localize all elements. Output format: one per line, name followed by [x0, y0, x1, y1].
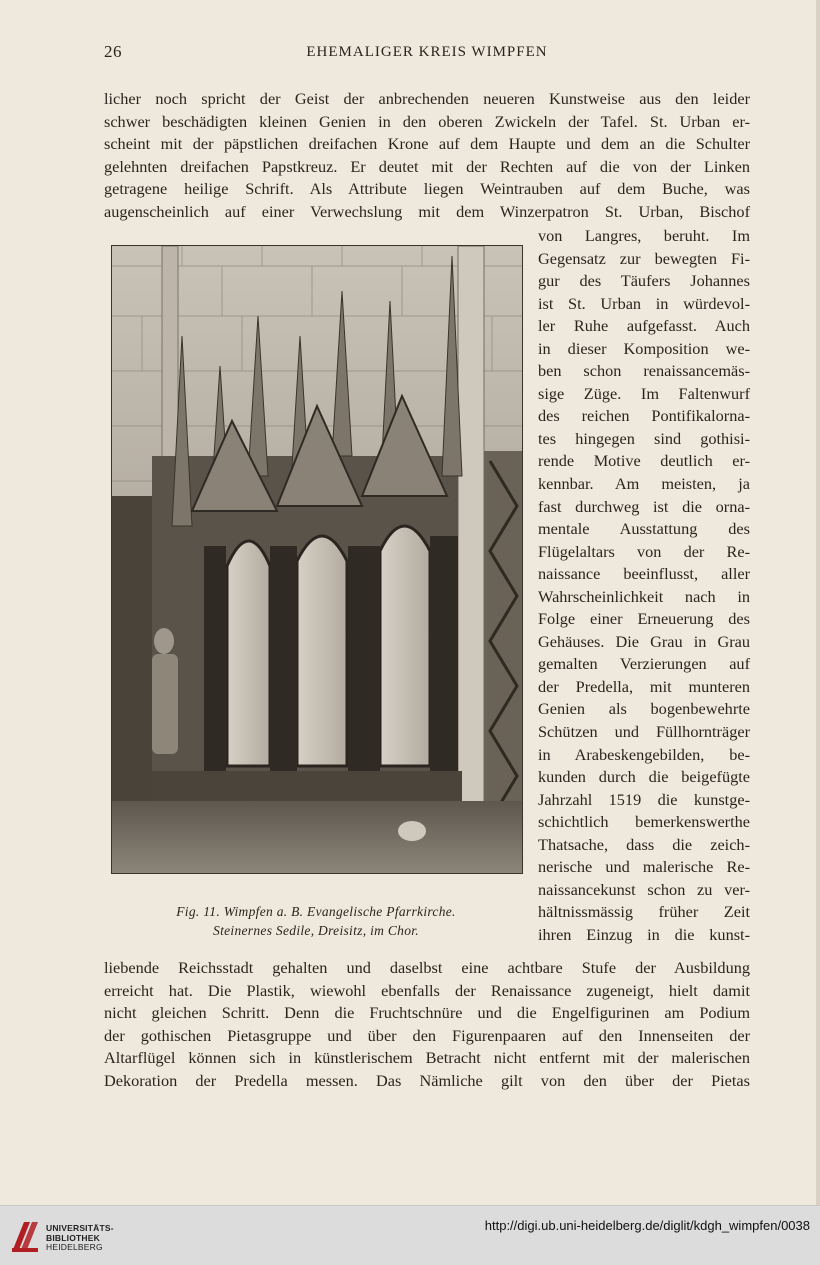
- text-line: gur des Täufers Johannes: [538, 271, 750, 291]
- text-line: der Predella, mit munteren: [538, 676, 750, 696]
- text-line: des reichen Pontifikalorna-: [538, 406, 750, 426]
- text-line: kunden durch die beigefügte: [538, 767, 750, 787]
- text-line: Flügelaltars von der Re-: [538, 541, 750, 561]
- caption-line: Fig. 11. Wimpfen a. B. Evangelische Pfarrkirche.: [176, 904, 456, 919]
- caption-line: Steinernes Sedile, Dreisitz, im Chor.: [213, 923, 419, 938]
- text-line: scheint mit der päpstlichen dreifachen Krone auf dem Haupte und dem an die Schulter: [104, 134, 750, 154]
- text-line: sige Züge. Im Faltenwurf: [538, 383, 750, 403]
- text-line: gelehnten dreifachen Papstkreuz. Er deutet mit der Rechten auf die von der Linken: [104, 156, 750, 176]
- text-line: naissancekunst schon zu ver-: [538, 879, 750, 899]
- permalink-url[interactable]: http://digi.ub.uni-heidelberg.de/diglit/kdgh_wimpfen/0038: [484, 1218, 810, 1233]
- text-line: tes hingegen sind gothisi-: [538, 428, 750, 448]
- sedile-photo-illustration: [112, 246, 522, 873]
- page-number: 26: [104, 42, 122, 61]
- body-text-side-column: [538, 225, 750, 947]
- text-line: liebende Reichsstadt gehalten und daselbst eine achtbare Stufe der Ausbildung: [104, 958, 750, 977]
- text-line: licher noch spricht der Geist der anbrechenden neueren Kunstweise aus den leider: [104, 89, 750, 108]
- text-line: Altarflügel können sich in künstlerischem Betracht nicht entfernt mit der malerischen: [104, 1048, 750, 1068]
- text-line: fast durchweg ist die orna-: [538, 496, 750, 516]
- text-line: ben schon renaissancemäs-: [538, 361, 750, 381]
- text-line: der gothischen Pietasgruppe und über den Figurenpaaren auf den Innenseiten der: [104, 1025, 750, 1045]
- university-library-logo[interactable]: [10, 1218, 120, 1254]
- text-line: ist St. Urban in würdevol-: [538, 293, 750, 313]
- text-line: rende Motive deutlich er-: [538, 451, 750, 471]
- logo-line: HEIDELBERG: [46, 1242, 103, 1252]
- text-line: Wahrscheinlichkeit nach in: [538, 586, 750, 606]
- text-line: Dekoration der Predella messen. Das Nämliche gilt von den über der Pietas: [104, 1070, 750, 1090]
- text-line: in Arabeskengebilden, be-: [538, 744, 750, 764]
- running-title: EHEMALIGER KREIS WIMPFEN: [306, 44, 548, 60]
- body-text-top: [104, 88, 750, 224]
- viewer-footer-bar: [0, 1205, 820, 1265]
- text-line: Jahrzahl 1519 die kunstge-: [538, 789, 750, 809]
- figure-caption: [111, 902, 521, 940]
- text-line: erreicht hat. Die Plastik, wiewohl ebenfalls der Renaissance zugeneigt, hielt damit: [104, 980, 750, 1000]
- logo-line: UNIVERSITÄTS-: [46, 1223, 114, 1233]
- text-line: getragene heilige Schrift. Als Attribute liegen Weintrauben auf dem Buche, was: [104, 179, 750, 199]
- text-line: Schützen und Füllhornträger: [538, 722, 750, 742]
- text-line: gemalten Verzierungen auf: [538, 654, 750, 674]
- text-line: Gegensatz zur bewegten Fi-: [538, 248, 750, 268]
- text-line: Thatsache, dass die zeich-: [538, 834, 750, 854]
- text-line: ler Ruhe aufgefasst. Auch: [538, 316, 750, 336]
- page-header: [104, 42, 750, 64]
- text-line: in dieser Komposition we-: [538, 338, 750, 358]
- figure-photo-sedile: [111, 245, 523, 874]
- library-logo-icon: [10, 1218, 40, 1254]
- text-line: kennbar. Am meisten, ja: [538, 474, 750, 494]
- text-line: schichtlich bemerkenswerthe: [538, 812, 750, 832]
- text-line: Gehäuses. Die Grau in Grau: [538, 631, 750, 651]
- text-line: nicht gleichen Schritt. Denn die Fruchtschnüre und die Engelfigurinen am Podium: [104, 1003, 750, 1023]
- text-line: Folge einer Erneuerung des: [538, 609, 750, 629]
- logo-line: BIBLIOTHEK: [46, 1232, 100, 1243]
- text-line: Genien als bogenbewehrte: [538, 699, 750, 719]
- text-line: mentale Ausstattung des: [538, 519, 750, 539]
- text-line: nerische und malerische Re-: [538, 857, 750, 877]
- text-line: naissance beeinflusst, aller: [538, 564, 750, 584]
- text-line: hältnissmässig früher Zeit: [538, 902, 750, 922]
- logo-text: [46, 1224, 114, 1253]
- text-line: augenscheinlich auf einer Verwechslung mit dem Winzerpatron St. Urban, Bischof: [104, 201, 750, 221]
- text-line: von Langres, beruht. Im: [538, 226, 750, 245]
- text-line: ihren Einzug in die kunst-: [538, 924, 750, 944]
- text-line: schwer beschädigten kleinen Genien in den oberen Zwickeln der Tafel. St. Urban er-: [104, 111, 750, 131]
- body-text-bottom: [104, 957, 750, 1093]
